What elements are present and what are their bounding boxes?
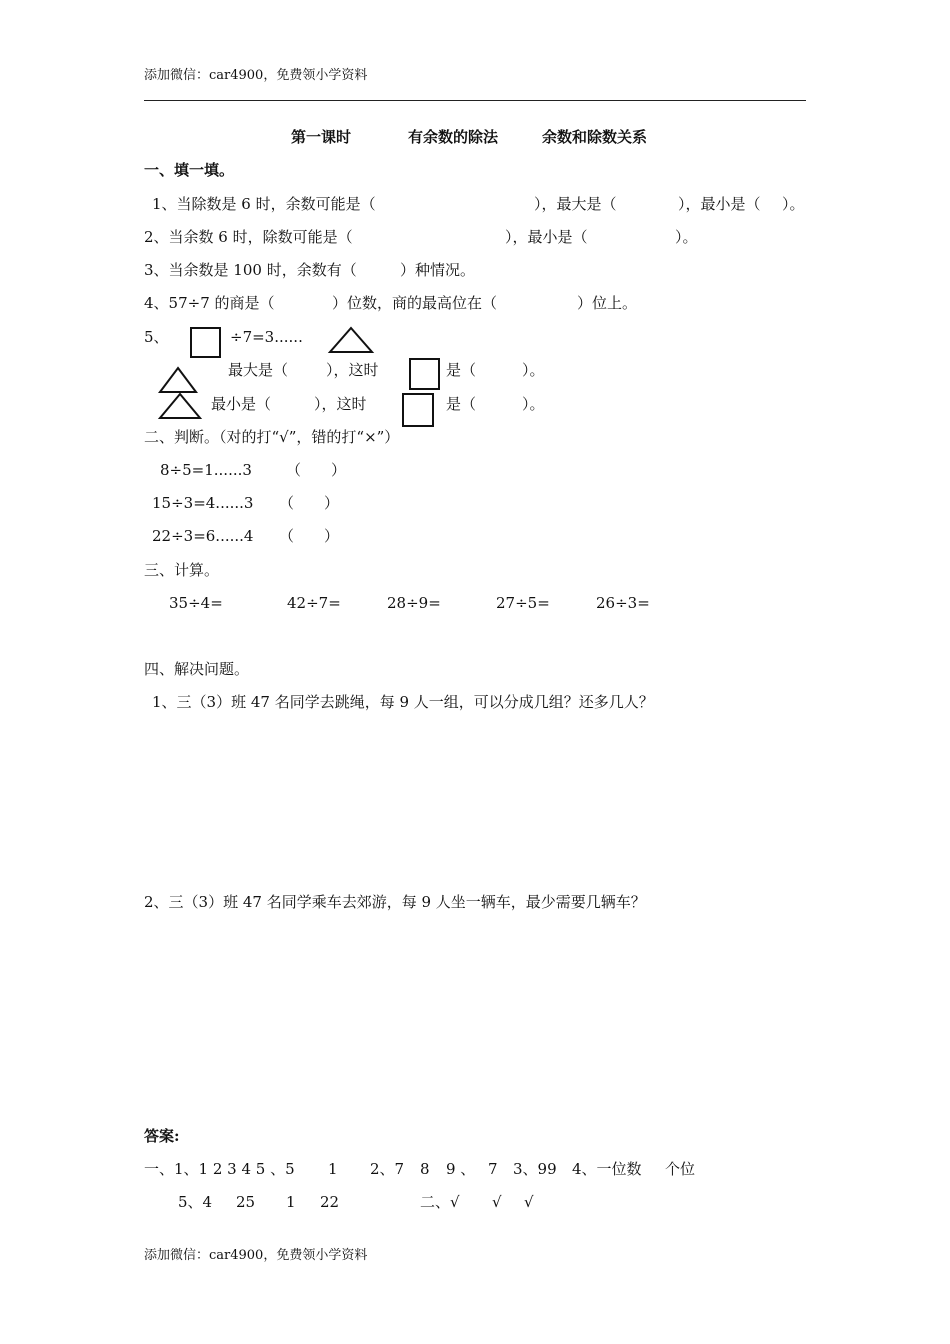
q5-line2-b: ），这时: [326, 361, 379, 379]
problem-1: 1、三（3）班 47 名同学去跳绳，每 9 人一组，可以分成几组？还多几人？: [152, 693, 654, 711]
calc-item-1: 35÷4=: [169, 594, 223, 612]
header-divider: [144, 100, 806, 101]
answers-heading: 答案:: [144, 1127, 180, 1145]
answer-line1-seg6: 7: [488, 1160, 498, 1178]
triangle-icon: [159, 367, 197, 393]
q5-line2-d: ）。: [522, 361, 545, 379]
answer-line2-seg7: √: [524, 1193, 534, 1211]
q3-part-b: ）种情况。: [400, 261, 476, 279]
answer-line1-seg7: 3、99: [513, 1160, 557, 1178]
q2-part-a: 2、当余数 6 时，除数可能是（: [144, 228, 353, 246]
triangle-icon: [329, 327, 373, 353]
q4-part-c: ）位上。: [577, 294, 638, 312]
q5-line2-a: 最大是（: [228, 361, 289, 379]
q5-line2-c: 是（: [446, 361, 477, 379]
q5-line3-b: ），这时: [314, 395, 367, 413]
square-box-icon: [409, 358, 440, 390]
q1-part-a: 1、当除数是 6 时，余数可能是（: [152, 195, 376, 213]
q3-part-a: 3、当余数是 100 时，余数有（: [144, 261, 357, 279]
title-topic: 有余数的除法: [408, 128, 499, 146]
answer-line1-seg9: 个位: [665, 1160, 696, 1178]
answer-line2-seg5: 二、√: [420, 1193, 460, 1211]
title-subtopic: 余数和除数关系: [542, 128, 648, 146]
q4-part-a: 4、57÷7 的商是（: [144, 294, 275, 312]
page-header: 添加微信：car4900，免费领小学资料: [144, 68, 368, 83]
q5-line3-d: ）。: [522, 395, 545, 413]
q2-part-c: ）。: [675, 228, 698, 246]
title-lesson: 第一课时: [291, 128, 352, 146]
answer-line1-seg2: 1: [328, 1160, 338, 1178]
answer-line2-seg1: 5、4: [178, 1193, 213, 1211]
section2-heading: 二、判断。（对的打“√”，错的打“×”）: [144, 428, 400, 446]
calc-item-2: 42÷7=: [287, 594, 341, 612]
calc-item-5: 26÷3=: [596, 594, 650, 612]
answer-line1-seg1: 一、1、1 2 3 4 5 、5: [144, 1160, 295, 1178]
answer-line2-seg4: 22: [320, 1193, 340, 1211]
triangle-icon: [159, 393, 201, 419]
answer-line2-seg6: √: [492, 1193, 502, 1211]
judge-item-2-blank: （ ）: [279, 494, 340, 512]
section1-heading: 一、填一填。: [144, 161, 235, 179]
judge-item-2-equation: 15÷3=4......3: [152, 494, 254, 512]
q2-part-b: ），最小是（: [505, 228, 588, 246]
answer-line1-seg3: 2、7: [370, 1160, 405, 1178]
q5-equation: ÷7=3......: [230, 328, 303, 346]
answer-line1-seg4: 8: [420, 1160, 430, 1178]
judge-item-3-blank: （ ）: [279, 527, 340, 545]
problem-2: 2、三（3）班 47 名同学乘车去郊游，每 9 人坐一辆车，最少需要几辆车？: [144, 893, 646, 911]
answer-line1-seg8: 4、一位数: [572, 1160, 642, 1178]
q4-part-b: ）位数，商的最高位在（: [332, 294, 498, 312]
q5-line3-a: 最小是（: [211, 395, 272, 413]
calc-item-4: 27÷5=: [496, 594, 550, 612]
page-footer: 添加微信：car4900，免费领小学资料: [144, 1248, 368, 1263]
q1-part-d: ）。: [782, 195, 805, 213]
q1-part-b: ），最大是（: [534, 195, 617, 213]
square-box-icon: [190, 327, 221, 358]
section4-heading: 四、解决问题。: [144, 660, 250, 678]
judge-item-1-blank: （ ）: [286, 461, 347, 479]
judge-item-3-equation: 22÷3=6......4: [152, 527, 254, 545]
square-box-icon: [402, 393, 434, 427]
answer-line2-seg2: 25: [236, 1193, 256, 1211]
q5-line3-c: 是（: [446, 395, 477, 413]
judge-item-1-equation: 8÷5=1......3: [160, 461, 252, 479]
answer-line2-seg3: 1: [286, 1193, 296, 1211]
calc-item-3: 28÷9=: [387, 594, 441, 612]
q1-part-c: ），最小是（: [678, 195, 761, 213]
answer-line1-seg5: 9 、: [446, 1160, 476, 1178]
section3-heading: 三、计算。: [144, 561, 220, 579]
q5-number: 5、: [144, 328, 169, 346]
